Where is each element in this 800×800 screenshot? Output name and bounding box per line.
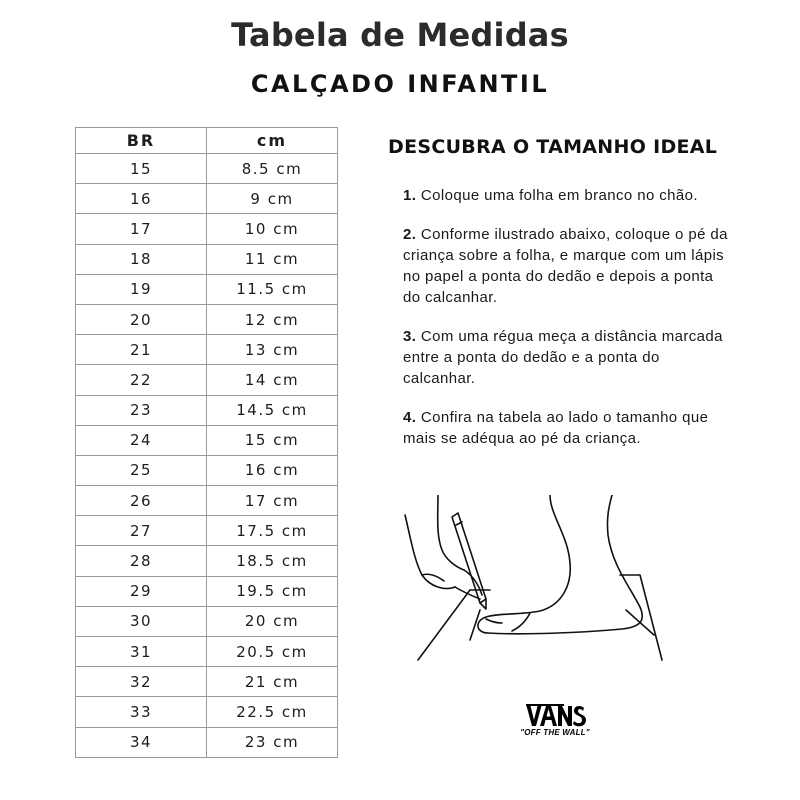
size-cm-cell: 22.5 cm	[207, 697, 338, 727]
guide-step	[403, 407, 733, 449]
table-row	[76, 304, 338, 334]
step-text: Conforme ilustrado abaixo, coloque o pé da criança sobre a folha, e marque com um lápis no papel a ponta do dedão e depois a ponta do calcanhar.	[403, 226, 728, 306]
table-row	[76, 365, 338, 395]
step-text: Com uma régua meça a distância marcada entre a ponta do dedão e a ponta do calcanhar.	[403, 328, 723, 387]
size-cm-cell: 13 cm	[207, 335, 338, 365]
size-br-cell: 28	[76, 546, 207, 576]
size-cm-cell: 20 cm	[207, 606, 338, 636]
table-row	[76, 546, 338, 576]
table-row	[76, 154, 338, 184]
size-cm-cell: 14.5 cm	[207, 395, 338, 425]
size-cm-cell: 18.5 cm	[207, 546, 338, 576]
table-row	[76, 395, 338, 425]
step-number: 4.	[403, 409, 417, 426]
size-br-cell: 23	[76, 395, 207, 425]
size-cm-cell: 21 cm	[207, 667, 338, 697]
size-br-cell: 16	[76, 184, 207, 214]
guide-steps	[403, 185, 733, 467]
size-cm-cell: 11 cm	[207, 244, 338, 274]
table-row	[76, 274, 338, 304]
size-cm-cell: 23 cm	[207, 727, 338, 757]
size-cm-cell: 15 cm	[207, 425, 338, 455]
guide-step	[403, 224, 733, 308]
table-row	[76, 486, 338, 516]
size-br-cell: 17	[76, 214, 207, 244]
size-br-cell: 33	[76, 697, 207, 727]
size-cm-cell: 9 cm	[207, 184, 338, 214]
size-cm-cell: 20.5 cm	[207, 637, 338, 667]
vans-wordmark-icon	[524, 702, 586, 728]
size-br-cell: 22	[76, 365, 207, 395]
table-row	[76, 637, 338, 667]
guide-title: DESCUBRA O TAMANHO IDEAL	[388, 136, 718, 158]
table-row	[76, 214, 338, 244]
size-br-cell: 26	[76, 486, 207, 516]
size-br-cell: 25	[76, 455, 207, 485]
size-br-cell: 31	[76, 637, 207, 667]
size-br-cell: 19	[76, 274, 207, 304]
size-cm-cell: 17.5 cm	[207, 516, 338, 546]
size-cm-cell: 17 cm	[207, 486, 338, 516]
size-br-cell: 32	[76, 667, 207, 697]
size-cm-cell: 14 cm	[207, 365, 338, 395]
table-row	[76, 667, 338, 697]
size-cm-cell: 10 cm	[207, 214, 338, 244]
table-row	[76, 606, 338, 636]
size-br-cell: 24	[76, 425, 207, 455]
header-cm: cm	[207, 128, 338, 154]
guide-step	[403, 185, 733, 206]
table-row	[76, 576, 338, 606]
guide-step	[403, 326, 733, 389]
size-br-cell: 30	[76, 606, 207, 636]
size-cm-cell: 19.5 cm	[207, 576, 338, 606]
table-row	[76, 697, 338, 727]
size-table-header-row	[76, 128, 338, 154]
table-row	[76, 455, 338, 485]
size-cm-cell: 8.5 cm	[207, 154, 338, 184]
table-row	[76, 727, 338, 757]
table-row	[76, 335, 338, 365]
vans-logo	[510, 702, 600, 737]
size-table	[75, 127, 338, 758]
size-br-cell: 18	[76, 244, 207, 274]
step-number: 1.	[403, 187, 417, 204]
size-br-cell: 15	[76, 154, 207, 184]
step-text: Confira na tabela ao lado o tamanho que mais se adéqua ao pé da criança.	[403, 409, 709, 447]
step-text: Coloque uma folha em branco no chão.	[416, 187, 698, 204]
step-number: 2.	[403, 226, 417, 243]
header-br: BR	[76, 128, 207, 154]
table-row	[76, 184, 338, 214]
size-br-cell: 29	[76, 576, 207, 606]
table-row	[76, 516, 338, 546]
page-subtitle: CALÇADO INFANTIL	[250, 70, 550, 98]
foot-measuring-illustration	[400, 495, 670, 669]
size-cm-cell: 11.5 cm	[207, 274, 338, 304]
page-title: Tabela de Medidas	[231, 16, 569, 54]
size-br-cell: 20	[76, 304, 207, 334]
size-cm-cell: 12 cm	[207, 304, 338, 334]
table-row	[76, 425, 338, 455]
table-row	[76, 244, 338, 274]
size-br-cell: 21	[76, 335, 207, 365]
size-br-cell: 34	[76, 727, 207, 757]
step-number: 3.	[403, 328, 417, 345]
brand-tagline: "OFF THE WALL"	[520, 728, 590, 737]
size-br-cell: 27	[76, 516, 207, 546]
size-cm-cell: 16 cm	[207, 455, 338, 485]
